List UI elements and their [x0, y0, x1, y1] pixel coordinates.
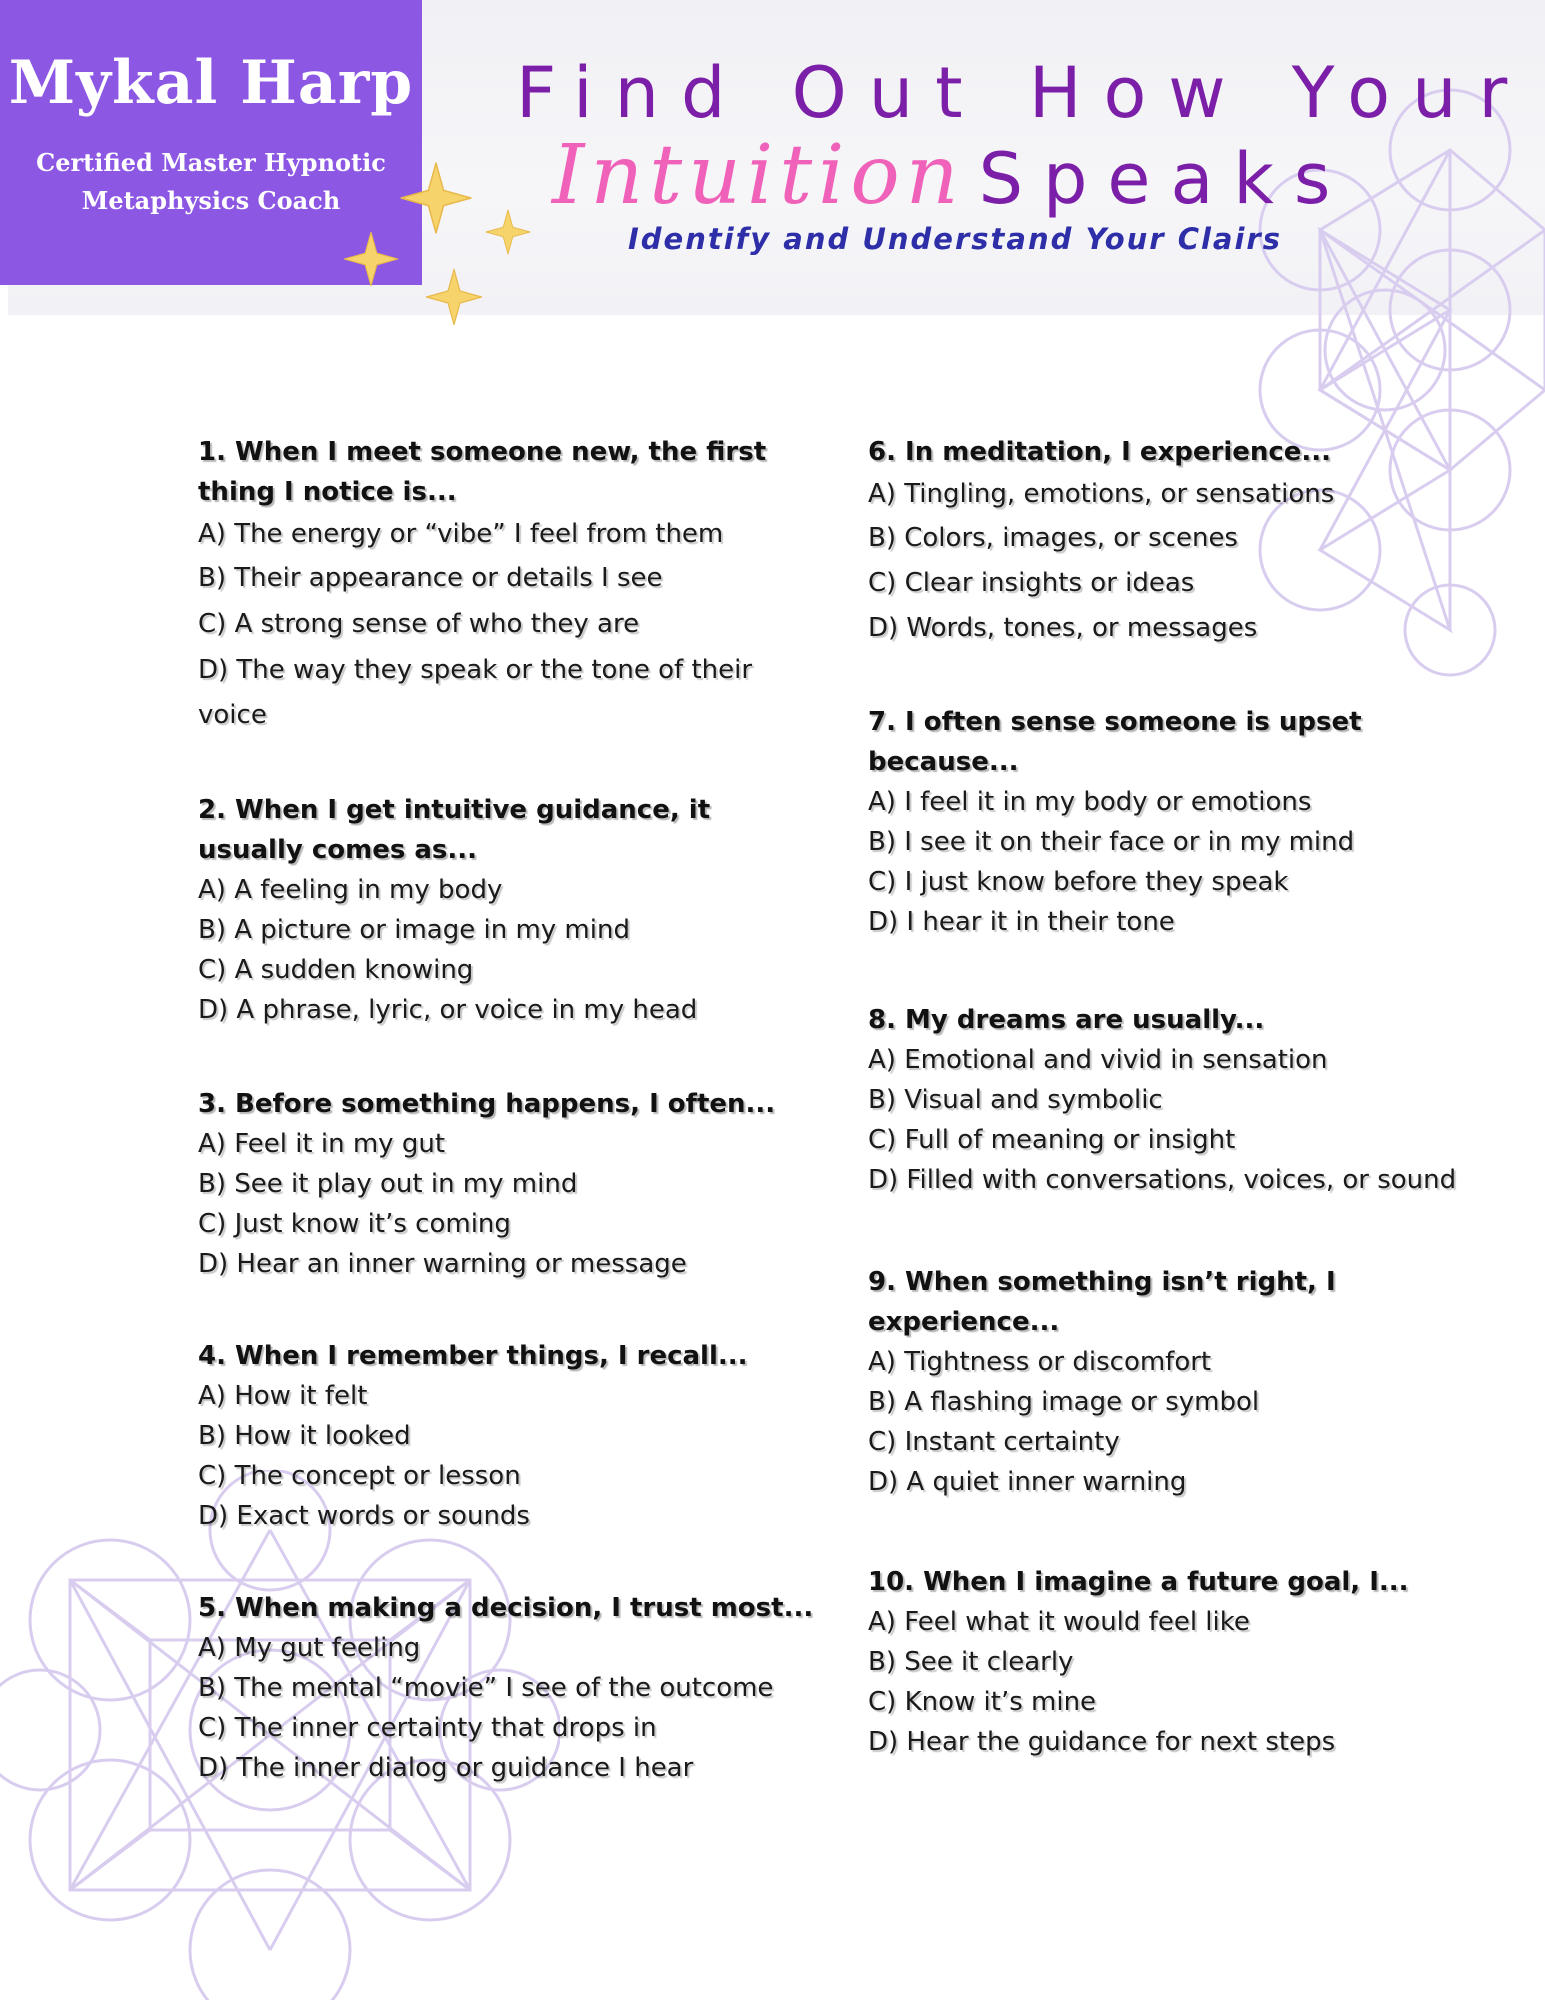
question-title: 3. Before something happens, I often... [198, 1089, 776, 1119]
question-option: D) Filled with conversations, voices, or sound [868, 1165, 1457, 1195]
question-option: A) A feeling in my body [198, 875, 503, 905]
question-option: B) Visual and symbolic [868, 1085, 1163, 1115]
question-option: A) The energy or “vibe” I feel from them [198, 519, 724, 549]
question-option: B) Their appearance or details I see [198, 563, 663, 593]
question [868, 1562, 1488, 1762]
question-option: C) I just know before they speak [868, 867, 1289, 897]
question-option: C) Know it’s mine [868, 1687, 1097, 1717]
brand-subtitle-line-1: Certified Master Hypnotic [36, 148, 386, 177]
page-title-highlight: Intuition [552, 128, 965, 223]
question-option: B) See it clearly [868, 1647, 1074, 1677]
sparkle-star-icon [342, 230, 400, 288]
questions-left-column [198, 432, 818, 1850]
page-title-line-1: Find Out How Your [516, 52, 1530, 134]
question-option: A) How it felt [198, 1381, 368, 1411]
question [868, 1000, 1488, 1200]
question-option: C) Clear insights or ideas [868, 568, 1195, 598]
question-option: A) Feel it in my gut [198, 1129, 446, 1159]
question-option: B) A picture or image in my mind [198, 915, 630, 945]
question [198, 1588, 818, 1788]
question [198, 1336, 818, 1536]
question-option: D) A phrase, lyric, or voice in my head [198, 995, 698, 1025]
question-option: C) A sudden knowing [198, 955, 474, 985]
page-title-line-2 [552, 128, 1350, 223]
question-option: D) Exact words or sounds [198, 1501, 530, 1531]
question [868, 1262, 1488, 1502]
question-option: D) A quiet inner warning [868, 1467, 1187, 1497]
brand-subtitle [0, 144, 422, 220]
question [868, 432, 1488, 650]
question-option: A) My gut feeling [198, 1633, 421, 1663]
question-option: C) The concept or lesson [198, 1461, 521, 1491]
question [198, 432, 818, 738]
question-option: C) A strong sense of who they are [198, 609, 640, 639]
question-option: C) Full of meaning or insight [868, 1125, 1236, 1155]
question-option: D) I hear it in their tone [868, 907, 1175, 937]
question-title: 8. My dreams are usually... [868, 1005, 1265, 1035]
sparkle-star-icon [484, 208, 532, 256]
question-option: A) Tingling, emotions, or sensations [868, 479, 1335, 509]
question-option: D) The way they speak or the tone of their voice [198, 655, 753, 730]
question-option: D) The inner dialog or guidance I hear [198, 1753, 694, 1783]
question-option: B) Colors, images, or scenes [868, 523, 1238, 553]
question [198, 790, 818, 1030]
question-option: A) Feel what it would feel like [868, 1607, 1250, 1637]
question-title: 7. I often sense someone is upset because... [868, 707, 1362, 777]
question-option: D) Hear an inner warning or message [198, 1249, 687, 1279]
question-title: 4. When I remember things, I recall... [198, 1341, 748, 1371]
question-title: 5. When making a decision, I trust most... [198, 1593, 814, 1623]
questions-right-column [868, 432, 1488, 1824]
question-option: D) Words, tones, or messages [868, 613, 1258, 643]
brand-subtitle-line-2: Metaphysics Coach [81, 186, 341, 215]
question-option: A) I feel it in my body or emotions [868, 787, 1312, 817]
question-title: 10. When I imagine a future goal, I... [868, 1567, 1409, 1597]
question-option: D) Hear the guidance for next steps [868, 1727, 1336, 1757]
question-option: B) How it looked [198, 1421, 411, 1451]
sparkle-star-icon [398, 160, 474, 236]
question-option: C) Just know it’s coming [198, 1209, 511, 1239]
question-option: B) The mental “movie” I see of the outcome [198, 1673, 774, 1703]
question-option: B) I see it on their face or in my mind [868, 827, 1355, 857]
question-option: A) Tightness or discomfort [868, 1347, 1212, 1377]
page-subtitle: Identify and Understand Your Clairs [628, 222, 1282, 256]
question-title: 9. When something isn’t right, I experience... [868, 1267, 1336, 1337]
question-option: B) See it play out in my mind [198, 1169, 578, 1199]
question-option: C) The inner certainty that drops in [198, 1713, 657, 1743]
question-title: 1. When I meet someone new, the first thing I notice is... [198, 437, 767, 507]
page-title-rest: Speaks [978, 138, 1351, 220]
question-option: A) Emotional and vivid in sensation [868, 1045, 1328, 1075]
question-option: B) A flashing image or symbol [868, 1387, 1260, 1417]
question-option: C) Instant certainty [868, 1427, 1120, 1457]
question-title: 2. When I get intuitive guidance, it usually comes as... [198, 795, 711, 865]
question [198, 1084, 818, 1284]
question [868, 702, 1488, 942]
brand-name: Mykal Harp [8, 48, 414, 118]
sparkle-star-icon [424, 264, 484, 330]
question-title: 6. In meditation, I experience... [868, 437, 1332, 467]
